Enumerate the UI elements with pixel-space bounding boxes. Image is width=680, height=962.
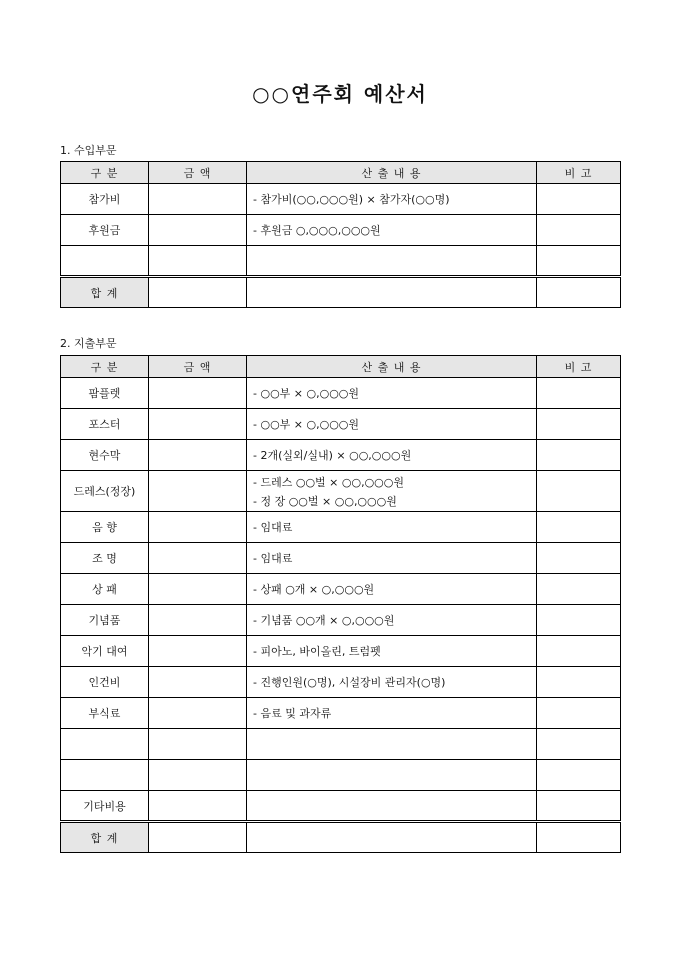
row-category: 팜플렛 [61, 378, 149, 409]
row-calc: - 음료 및 과자류 [247, 698, 537, 729]
row-calc [247, 729, 537, 760]
row-calc [247, 471, 537, 512]
income-table [60, 161, 621, 308]
table-row [61, 409, 621, 440]
row-note [537, 246, 621, 277]
table-row [61, 184, 621, 215]
row-category: 악기 대여 [61, 636, 149, 667]
row-note [537, 409, 621, 440]
row-note [537, 471, 621, 512]
table-row [61, 574, 621, 605]
total-row [61, 822, 621, 853]
row-category: 음 향 [61, 512, 149, 543]
row-category [61, 760, 149, 791]
row-calc [247, 760, 537, 791]
row-calc-line: - 드레스 ○○벌 × ○○,○○○원 [253, 475, 404, 489]
row-amount [149, 184, 247, 215]
row-amount [149, 729, 247, 760]
table-row [61, 440, 621, 471]
row-calc: - ○○부 × ○,○○○원 [247, 378, 537, 409]
row-category [61, 729, 149, 760]
total-note [537, 822, 621, 853]
row-amount [149, 409, 247, 440]
table-row [61, 605, 621, 636]
total-amount [149, 822, 247, 853]
row-note [537, 184, 621, 215]
header-category: 구 분 [61, 162, 149, 184]
total-note [537, 277, 621, 308]
row-category: 인건비 [61, 667, 149, 698]
table-row [61, 215, 621, 246]
row-amount [149, 543, 247, 574]
row-calc-line: - 정 장 ○○벌 × ○○,○○○원 [253, 494, 397, 508]
row-amount [149, 246, 247, 277]
row-note [537, 698, 621, 729]
table-row [61, 698, 621, 729]
row-amount [149, 574, 247, 605]
total-calc [247, 822, 537, 853]
row-note [537, 636, 621, 667]
row-note [537, 512, 621, 543]
row-calc [247, 791, 537, 822]
row-category: 포스터 [61, 409, 149, 440]
row-category: 기념품 [61, 605, 149, 636]
row-category: 상 패 [61, 574, 149, 605]
row-calc [247, 246, 537, 277]
row-amount [149, 378, 247, 409]
page-title: ○○연주회 예산서 [252, 82, 428, 106]
header-calc: 산 출 내 용 [247, 162, 537, 184]
header-note: 비 고 [537, 162, 621, 184]
income-section-label: 1. 수입부문 [60, 144, 117, 157]
row-category [61, 246, 149, 277]
header-amount: 금 액 [149, 162, 247, 184]
row-category: 드레스(정장) [61, 471, 149, 512]
expense-table [60, 355, 621, 853]
row-amount [149, 667, 247, 698]
table-header-row [61, 162, 621, 184]
total-calc [247, 277, 537, 308]
row-note [537, 543, 621, 574]
table-row [61, 760, 621, 791]
row-amount [149, 215, 247, 246]
table-row [61, 378, 621, 409]
row-note [537, 440, 621, 471]
header-calc: 산 출 내 용 [247, 356, 537, 378]
row-calc: - 임대료 [247, 512, 537, 543]
table-row [61, 729, 621, 760]
row-note [537, 378, 621, 409]
row-note [537, 667, 621, 698]
row-calc: - 후원금 ○,○○○,○○○원 [247, 215, 537, 246]
row-calc: - 임대료 [247, 543, 537, 574]
row-calc: - 기념품 ○○개 × ○,○○○원 [247, 605, 537, 636]
row-note [537, 215, 621, 246]
total-label: 합 계 [61, 277, 149, 308]
row-note [537, 729, 621, 760]
row-calc: - 피아노, 바이올린, 트럼펫 [247, 636, 537, 667]
row-amount [149, 471, 247, 512]
row-amount [149, 512, 247, 543]
table-row [61, 543, 621, 574]
row-amount [149, 791, 247, 822]
row-amount [149, 760, 247, 791]
header-note: 비 고 [537, 356, 621, 378]
row-category: 부식료 [61, 698, 149, 729]
table-row [61, 471, 621, 512]
table-row [61, 791, 621, 822]
row-note [537, 574, 621, 605]
total-row [61, 277, 621, 308]
row-calc: - ○○부 × ○,○○○원 [247, 409, 537, 440]
row-amount [149, 636, 247, 667]
table-row [61, 636, 621, 667]
row-calc: - 상패 ○개 × ○,○○○원 [247, 574, 537, 605]
table-row [61, 667, 621, 698]
table-row [61, 246, 621, 277]
row-amount [149, 605, 247, 636]
row-amount [149, 440, 247, 471]
row-category: 조 명 [61, 543, 149, 574]
row-category: 현수막 [61, 440, 149, 471]
row-calc: - 진행인원(○명), 시설장비 관리자(○명) [247, 667, 537, 698]
row-category: 기타비용 [61, 791, 149, 822]
row-calc: - 참가비(○○,○○○원) × 참가자(○○명) [247, 184, 537, 215]
row-note [537, 605, 621, 636]
row-category: 참가비 [61, 184, 149, 215]
expense-section-label: 2. 지출부문 [60, 337, 117, 350]
table-header-row [61, 356, 621, 378]
table-row [61, 512, 621, 543]
header-amount: 금 액 [149, 356, 247, 378]
total-label: 합 계 [61, 822, 149, 853]
row-calc: - 2개(실외/실내) × ○○,○○○원 [247, 440, 537, 471]
row-note [537, 791, 621, 822]
row-note [537, 760, 621, 791]
total-amount [149, 277, 247, 308]
row-category: 후원금 [61, 215, 149, 246]
header-category: 구 분 [61, 356, 149, 378]
row-amount [149, 698, 247, 729]
